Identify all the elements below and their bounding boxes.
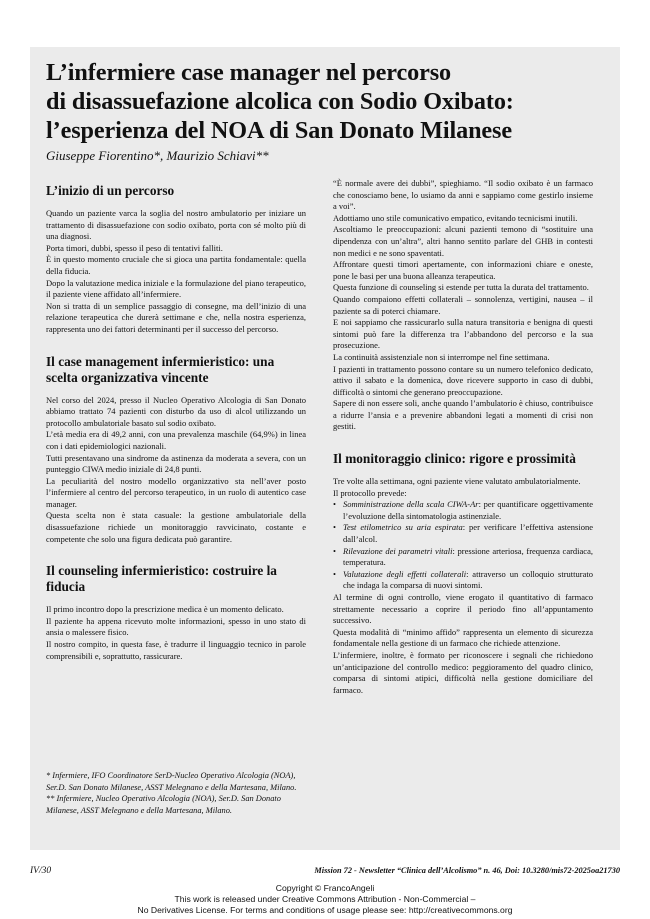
list-item-text: : per verificare l’effettiva astensione dall’alcol.	[343, 522, 593, 545]
list-item-text: : attraverso un colloquio strutturato che indaga la comparsa di nuovi sintomi.	[343, 568, 593, 591]
license-line: No Derivatives License. For terms and conditions of usage please see: http://creativecommons.org	[137, 905, 513, 915]
paragraph: Quando un paziente varca la soglia del nostro ambulatorio per iniziare un trattamento di disassuefazione con sodio oxibato, porta con sé molto più di una diagnosi.	[46, 208, 306, 242]
running-head: Mission 72 - Newsletter “Clinica dell’Alcolismo” n. 46, Doi: 10.3280/mis72-2025oa21730	[314, 866, 620, 875]
paragraph: Dopo la valutazione medica iniziale e la formulazione del piano terapeutico, il paziente viene affidato all’infermiere.	[46, 277, 306, 300]
title-line: L’infermiere case manager nel percorso	[46, 59, 452, 86]
paragraph: L’infermiere, inoltre, è formato per riconoscere i segnali che richiedono un’anticipazione del controllo medico: peggioramento del quadro clinico, comparsa di sintomi atipici, difficoltà nella gestione domiciliare del farmaco.	[333, 649, 593, 695]
paragraph: Questa modalità di “minimo affido” rappresenta un elemento di sicurezza fondamentale nella gestione di un farmaco che richiede attenzione.	[333, 626, 593, 649]
paragraph: La continuità assistenziale non si interrompe nel fine settimana.	[333, 351, 550, 362]
paragraph: Non si tratta di un semplice passaggio di consegne, ma dell’inizio di una relazione terapeutica che durerà settimane e che, nella nostra esperienza, rappresenta uno dei fattori determinanti per il successo del percorso.	[46, 300, 306, 334]
list-item-lead: Rilevazione dei parametri vitali	[343, 545, 453, 556]
footnote: ** Infermiere, Nucleo Operativo Alcologia (NOA), Ser.D. San Donato Milanese, ASST Melegnano e della Martesana, Milano.	[46, 794, 281, 815]
section-heading: Il monitoraggio clinico: rigore e prossimità	[333, 451, 576, 467]
list-item-text: : pressione arteriosa, frequenza cardiaca, temperatura.	[343, 545, 593, 568]
section-heading: L’inizio di un percorso	[46, 183, 175, 198]
paragraph: Il paziente ha appena ricevuto molte informazioni, spesso in uno stato di ansia o malessere fisico.	[46, 615, 306, 638]
paragraph: Tutti presentavano una sindrome da astinenza da moderata a severa, con un punteggio CIWA medio iniziale di 24,8 punti.	[46, 452, 306, 475]
list-item-text: : per quantificare oggettivamente l’evoluzione della sintomatologia astinenziale.	[343, 499, 593, 521]
list-item	[343, 546, 593, 569]
footnote: * Infermiere, IFO Coordinatore SerD-Nucleo Operativo Alcologia (NOA), Ser.D. San Donato Milanese, ASST Melegnano e della Martesana, Milano.	[46, 771, 297, 792]
paragraph: Il protocollo prevede:	[333, 487, 407, 498]
license-line: Copyright © FrancoAngeli	[275, 883, 375, 893]
list-item	[343, 522, 593, 545]
license-line: This work is released under Creative Commons Attribution - Non-Commercial –	[174, 894, 476, 904]
paragraph: “È normale avere dei dubbi”, spieghiamo. “Il sodio oxibato è un farmaco che conosciamo bene, lo usiamo da anni e sappiamo come gestirlo insieme a voi”.	[333, 178, 593, 212]
list-item-lead: Somministrazione della scala CIWA-Ar	[343, 499, 479, 510]
paragraph: Adottiamo uno stile comunicativo empatico, evitando tecnicismi inutili.	[333, 212, 578, 223]
title-line: di disassuefazione alcolica con Sodio Oxibato:	[46, 88, 514, 115]
paragraph: L’età media era di 49,2 anni, con una prevalenza maschile (64,9%) in linea con i dati epidemiologici nazionali.	[46, 429, 306, 451]
paragraph: Questa funzione di counseling si estende per tutta la durata del trattamento.	[333, 282, 589, 293]
section-heading: Il case management infermieristico: una scelta organizzativa vincente	[46, 353, 275, 385]
left-column	[46, 183, 306, 662]
paragraph: Questa scelta non è stata casuale: la gestione ambulatoriale della disassuefazione richiede un monitoraggio ravvicinato, costante e competente che solo una figura dedicata può garantire.	[46, 510, 306, 544]
paragraph: Tre volte alla settimana, ogni paziente viene valutato ambulatorialmente.	[333, 476, 581, 487]
page-number: IV/30	[30, 866, 52, 876]
title-line: l’esperienza del NOA di San Donato Milanese	[46, 117, 513, 144]
list-item-lead: Valutazione degli effetti collaterali	[343, 568, 467, 579]
paragraph: Nel corso del 2024, presso il Nucleo Operativo Alcologia di San Donato abbiamo trattato 74 pazienti con disturbo da uso di alcol utilizzando un protocollo ambulatoriale basato sul sodio oxibato.	[46, 394, 306, 428]
authors: Giuseppe Fiorentino*, Maurizio Schiavi**	[46, 148, 269, 163]
footnotes	[46, 770, 308, 816]
paragraph: E noi sappiamo che rassicurarlo sulla natura transitoria e benigna di questi sintomi può fare la differenza tra l’abbandono del percorso e la sua prosecuzione.	[333, 317, 593, 351]
list-item-lead: Test etilometrico su aria espirata	[343, 522, 463, 533]
paragraph: Porta timori, dubbi, spesso il peso di tentativi falliti.	[46, 242, 223, 253]
paragraph: Ascoltiamo le preoccupazioni: alcuni pazienti temono di “sostituire una dipendenza con un’altra”, altri hanno sentito parlare del GHB in contesti non medici e ne sono spaventati.	[333, 224, 593, 258]
paragraph: È in questo momento cruciale che si gioca una partita fondamentale: quella della fiducia.	[46, 254, 306, 276]
paragraph: Al termine di ogni controllo, viene erogato il quantitativo di farmaco strettamente necessario a coprire il periodo fino all’appuntamento successivo.	[333, 592, 593, 626]
paragraph: Il primo incontro dopo la prescrizione medica è un momento delicato.	[46, 604, 284, 615]
paragraph: Sapere di non essere soli, anche quando l’ambulatorio è chiuso, contribuisce a ridurre l’ansia e a prevenire abbandoni legati a momenti di crisi non gestiti.	[333, 398, 593, 432]
section-heading: Il counseling infermieristico: costruire la fiducia	[46, 563, 277, 595]
list-item	[343, 569, 593, 592]
article-title	[46, 58, 606, 145]
protocol-list	[333, 499, 593, 592]
paragraph: I pazienti in trattamento possono contare su un numero telefonico dedicato, attivo il sabato e la domenica, dove ricevere supporto in caso di dubbi, difficoltà o sintomi che generano preoccupazione.	[333, 363, 593, 397]
license-notice	[0, 883, 650, 916]
paragraph: La peculiarità del nostro modello organizzativo sta nell’aver posto l’infermiere al centro del percorso terapeutico, in un ruolo di autentico case manager.	[46, 475, 306, 509]
right-column	[333, 178, 593, 696]
paragraph: Affrontare questi timori apertamente, con informazioni chiare e oneste, pone le basi per una buona alleanza terapeutica.	[333, 259, 593, 281]
paragraph: Il nostro compito, in questa fase, è tradurre il linguaggio tecnico in parole comprensibili e, soprattutto, rassicurare.	[46, 639, 306, 661]
list-item	[343, 499, 593, 522]
paragraph: Quando compaiono effetti collaterali – sonnolenza, vertigini, nausea – il paziente sa di poterci chiamare.	[333, 293, 593, 316]
